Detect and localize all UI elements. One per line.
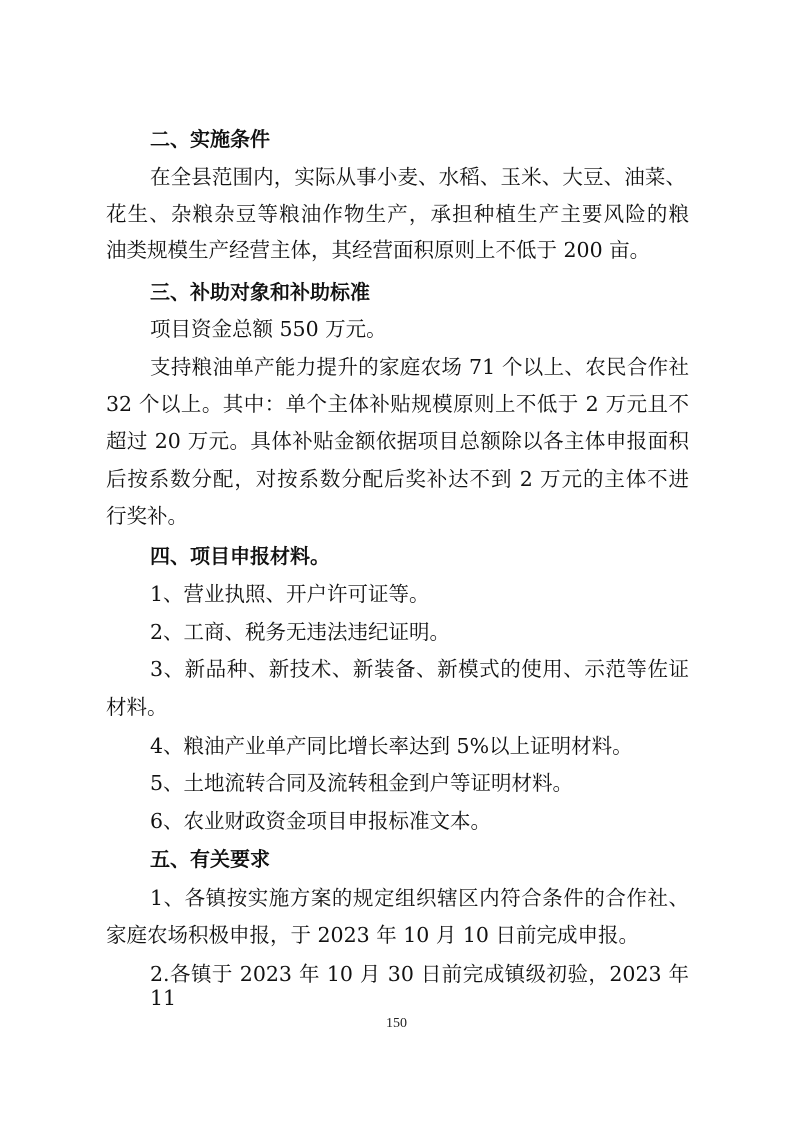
list-item-continuation: 家庭农场积极申报，于 2023 年 10 月 10 日前完成申报。 [106, 923, 639, 947]
paragraph-line: 支持粮油单产能力提升的家庭农场 71 个以上、农民合作社 [150, 355, 689, 379]
list-item: 1、各镇按实施方案的规定组织辖区内符合条件的合作社、 [150, 886, 689, 910]
page-number: 150 [386, 1016, 407, 1031]
paragraph-line: 油类规模生产经营主体，其经营面积原则上不低于 200 亩。 [106, 238, 651, 262]
list-item: 4、粮油产业单产同比增长率达到 5%以上证明材料。 [150, 734, 633, 758]
section-heading-application-materials: 四、项目申报材料。 [150, 544, 330, 568]
list-item-continuation: 材料。 [106, 695, 168, 719]
list-item: 5、土地流转合同及流转租金到户等证明材料。 [150, 771, 574, 795]
list-item: 3、新品种、新技术、新装备、新模式的使用、示范等佐证 [150, 657, 689, 681]
paragraph-line: 项目资金总额 550 万元。 [150, 317, 387, 341]
section-heading-implementation-conditions: 二、实施条件 [150, 127, 270, 151]
section-heading-subsidy-targets: 三、补助对象和补助标准 [150, 280, 370, 304]
paragraph-line: 后按系数分配，对按系数分配后奖补达不到 2 万元的主体不进 [106, 467, 689, 491]
list-item: 2、工商、税务无违法违纪证明。 [150, 620, 451, 644]
list-item: 2.各镇于 2023 年 10 月 30 日前完成镇级初验，2023 年 11 [150, 962, 689, 1010]
list-item: 6、农业财政资金项目申报标准文本。 [150, 809, 492, 833]
paragraph-line: 32 个以上。其中：单个主体补贴规模原则上不低于 2 万元且不 [106, 392, 689, 416]
paragraph-line: 在全县范围内，实际从事小麦、水稻、玉米、大豆、油菜、 [150, 165, 686, 189]
list-item: 1、营业执照、开户许可证等。 [150, 582, 430, 606]
paragraph-line: 花生、杂粮杂豆等粮油作物生产，承担种植生产主要风险的粮 [106, 202, 689, 226]
paragraph-line: 超过 20 万元。具体补贴金额依据项目总额除以各主体申报面积 [106, 429, 689, 453]
section-heading-requirements: 五、有关要求 [150, 847, 270, 871]
paragraph-line: 行奖补。 [106, 504, 188, 528]
